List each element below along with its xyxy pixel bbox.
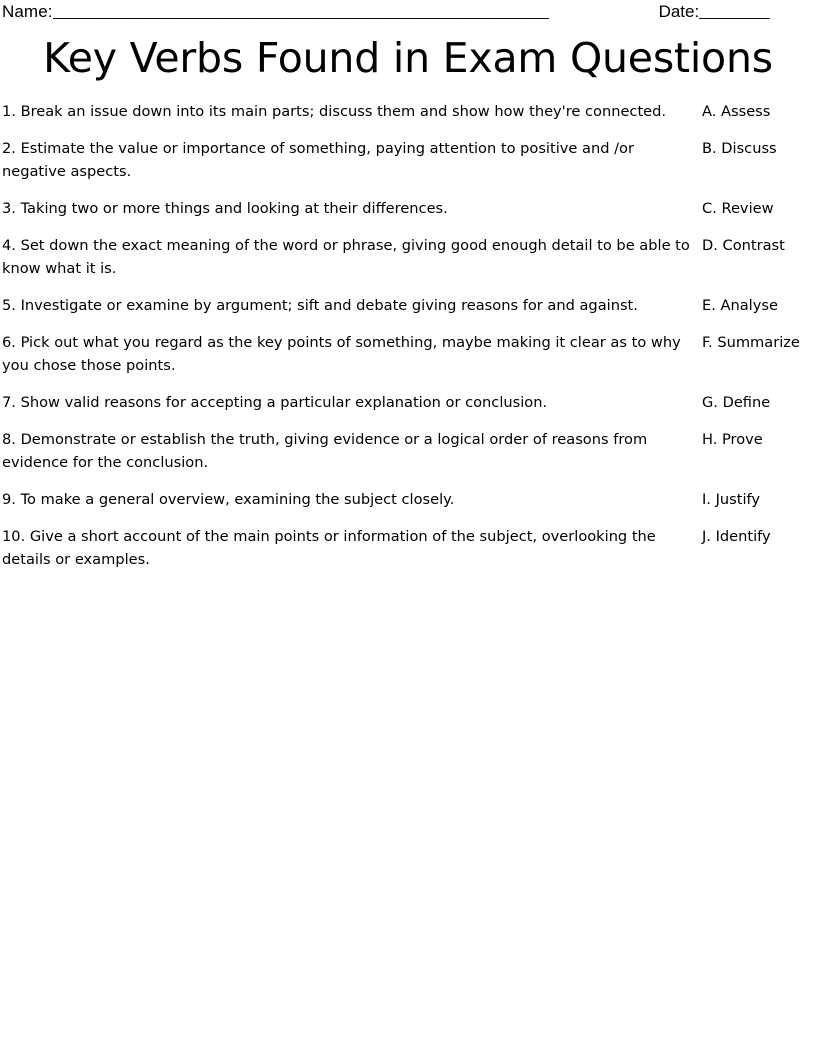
question-item-2[interactable]: 2. Estimate the value or importance of something, paying attention to positive and /or negative aspects.: [2, 140, 634, 180]
date-label: Date:: [658, 2, 700, 21]
matching-row: [2, 137, 814, 183]
matching-row: [2, 100, 814, 123]
matching-row: [2, 525, 814, 571]
question-item-6[interactable]: 6. Pick out what you regard as the key points of something, maybe making it clear as to why you chose those points.: [2, 334, 681, 374]
answer-option-g[interactable]: G. Define: [702, 394, 771, 411]
question-item-3[interactable]: 3. Taking two or more things and looking at their differences.: [2, 200, 448, 217]
question-item-5[interactable]: 5. Investigate or examine by argument; sift and debate giving reasons for and against.: [2, 297, 638, 314]
question-item-7[interactable]: 7. Show valid reasons for accepting a particular explanation or conclusion.: [2, 394, 548, 411]
question-item-8[interactable]: 8. Demonstrate or establish the truth, giving evidence or a logical order of reasons from evidence for the conclusion.: [2, 431, 648, 471]
answer-option-i[interactable]: I. Justify: [702, 491, 761, 508]
matching-row: [2, 488, 814, 511]
answer-option-b[interactable]: B. Discuss: [702, 140, 777, 157]
matching-list: [2, 100, 814, 571]
answer-option-c[interactable]: C. Review: [702, 200, 774, 217]
page-title: Key Verbs Found in Exam Questions: [43, 34, 773, 82]
matching-row: [2, 391, 814, 414]
answer-option-d[interactable]: D. Contrast: [702, 237, 785, 254]
matching-row: [2, 294, 814, 317]
date-write-in-line[interactable]: _________: [699, 3, 769, 20]
answer-option-h[interactable]: H. Prove: [702, 431, 763, 448]
matching-row: [2, 331, 814, 377]
answer-option-a[interactable]: A. Assess: [702, 103, 771, 120]
answer-option-j[interactable]: J. Identify: [702, 528, 771, 545]
matching-row: [2, 428, 814, 474]
answer-option-f[interactable]: F. Summarize: [702, 334, 800, 351]
question-item-1[interactable]: 1. Break an issue down into its main parts; discuss them and show how they're connected.: [2, 103, 667, 120]
question-item-10[interactable]: 10. Give a short account of the main points or information of the subject, overlooking the details or examples.: [2, 528, 656, 568]
matching-row: [2, 234, 814, 280]
matching-row: [2, 197, 814, 220]
name-date-header: [2, 0, 814, 25]
question-item-9[interactable]: 9. To make a general overview, examining the subject closely.: [2, 491, 455, 508]
name-write-in-line[interactable]: ________________________________________________________________: [52, 3, 549, 20]
name-label: Name:: [2, 2, 53, 21]
question-item-4[interactable]: 4. Set down the exact meaning of the word or phrase, giving good enough detail to be able to know what it is.: [2, 237, 690, 277]
answer-option-e[interactable]: E. Analyse: [702, 297, 778, 314]
